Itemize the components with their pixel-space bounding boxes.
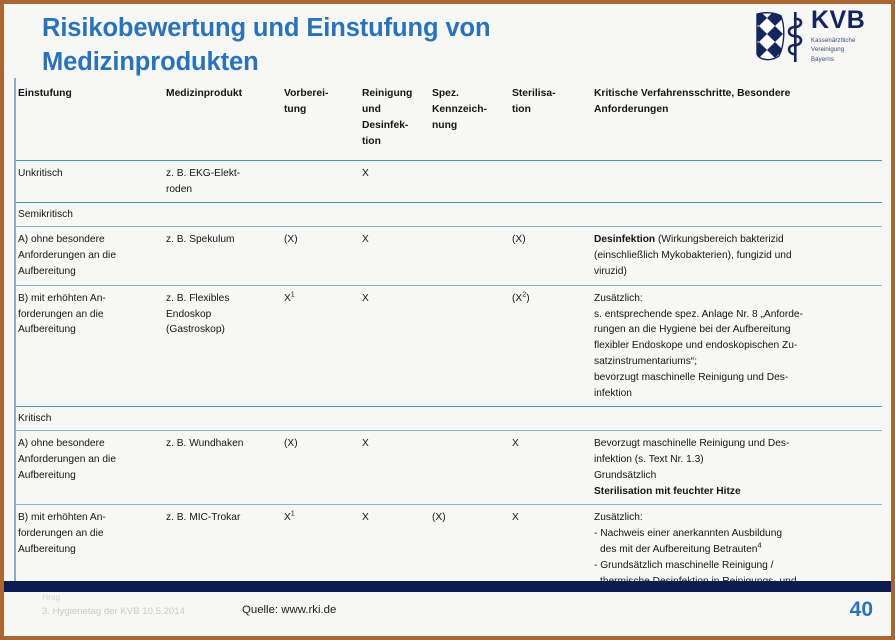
cell-medizinprodukt (162, 160, 280, 203)
col-header-kennzeichnung-line-1: Spez. (432, 88, 459, 99)
table-group-row-semikritisch (14, 203, 882, 227)
cell-kritische-line-7: infektion (594, 387, 632, 399)
col-header-sterilisation-line-1: Sterilisa- (512, 88, 556, 99)
col-header-spez-kennzeichnung (428, 78, 508, 160)
title-block (42, 12, 602, 80)
risk-classification-table-wrap (14, 78, 882, 595)
bavarian-shield-caduceus-icon (755, 10, 809, 69)
cell-einstufung-line-3: Aufbereitung (18, 324, 76, 336)
cell-kritische-line-1-rest: (Wirkungsbereich bakterizid (655, 234, 784, 246)
page-title: Risikobewertung und Einstufung von Medizinprodukten (42, 14, 491, 76)
footer-publisher-label: Hrsg (42, 592, 61, 602)
cell-kritische-verfahrensschritte (590, 285, 882, 407)
footer-event-label: 3. Hygienetag der KVB 10.5.2014 (42, 606, 185, 617)
cell-vorbereitung: (X) (284, 234, 298, 246)
cell-kritische-verfahrensschritte (590, 227, 882, 285)
col-header-kennzeichnung-line-2: Kennzeich- (432, 103, 487, 115)
logo-subtitle (811, 36, 865, 64)
col-header-reinigung-line-3: Desinfek- (362, 119, 409, 131)
cell-einstufung-line-1: A) ohne besondere (18, 234, 105, 246)
cell-medizinprodukt-line-1: z. B. Flexibles (166, 292, 230, 304)
cell-kritische-verfahrensschritte (590, 160, 882, 203)
col-header-kennzeichnung-line-3: nung (432, 119, 458, 131)
cell-medizinprodukt-line-2: Endoskop (166, 308, 212, 320)
cell-vorbereitung (280, 285, 358, 407)
table-row-kritisch-a (14, 431, 882, 505)
col-header-medizinprodukt (162, 78, 280, 160)
cell-sterilisation-post: ) (526, 292, 530, 304)
cell-sterilisation (508, 285, 590, 407)
cell-reinigung-desinfektion: X (358, 160, 428, 203)
col-header-einstufung (14, 78, 162, 160)
cell-sterilisation: X (508, 505, 590, 595)
cell-spez-kennzeichnung (428, 227, 508, 285)
table-head (14, 78, 882, 160)
cell-spez-kennzeichnung (428, 431, 508, 505)
kvb-logo (755, 8, 877, 66)
footer-source-label: Quelle: www.rki.de (242, 604, 337, 616)
logo-subtitle-line-1: Kassenärztliche (811, 37, 856, 44)
cell-einstufung-line-1: A) ohne besondere (18, 438, 105, 450)
cell-vorbereitung-footnote: 1 (290, 509, 295, 519)
group-label-kritisch: Kritisch (14, 407, 882, 431)
cell-medizinprodukt-line-2: roden (166, 183, 193, 195)
cell-vorbereitung-base: X (284, 292, 291, 304)
logo-subtitle-line-3: Bayerns (811, 55, 835, 63)
cell-einstufung-line-2: Anforderungen an die (18, 250, 116, 262)
cell-kritische-line-3: rungen an die Hygiene bei der Aufbereitung (594, 324, 791, 336)
cell-spez-kennzeichnung (428, 160, 508, 203)
cell-einstufung-line-1: B) mit erhöhten An- (18, 292, 106, 304)
cell-medizinprodukt-line-1: z. B. EKG-Elekt- (166, 167, 241, 179)
col-header-reinigung-line-1: Reinigung (362, 88, 413, 99)
cell-medizinprodukt-line-3: (Gastroskop) (166, 324, 225, 336)
cell-sterilisation-footnote: 2 (522, 289, 527, 299)
col-header-kritische-verfahrensschritte (590, 78, 882, 160)
cell-medizinprodukt: z. B. Wundhaken (166, 438, 244, 450)
cell-kritische-line-1: Zusätzlich: (594, 512, 643, 524)
cell-kritische-line-2: - Nachweis einer anerkannten Ausbildung (594, 528, 783, 540)
cell-reinigung-desinfektion: X (362, 438, 369, 450)
cell-sterilisation (508, 160, 590, 203)
col-header-einstufung-text: Einstufung (18, 88, 72, 99)
cell-vorbereitung-footnote: 1 (290, 289, 295, 299)
col-header-reinigung-line-4: tion (362, 135, 381, 147)
cell-kritische-line-3: Grundsätzlich (594, 469, 657, 481)
cell-kritische-line-2: infektion (s. Text Nr. 1.3) (594, 454, 704, 465)
cell-kritische-line-2: (einschließlich Mykobakterien), fungizid und (594, 250, 792, 262)
slide-footer (4, 592, 891, 636)
cell-einstufung: Unkritisch (14, 160, 162, 203)
table-body (14, 160, 882, 594)
cell-einstufung-line-3: Aufbereitung (18, 469, 76, 481)
table-group-row-kritisch (14, 407, 882, 431)
cell-kritische-line-5: satzinstrumentariums“; (594, 355, 698, 367)
cell-sterilisation-pre: (X (512, 292, 523, 304)
cell-kritische-line-1: Bevorzugt maschinelle Reinigung und Des- (594, 438, 790, 450)
cell-spez-kennzeichnung: (X) (428, 505, 508, 595)
cell-einstufung-line-2: Anforderungen an die (18, 454, 116, 465)
cell-einstufung-line-1: B) mit erhöhten An- (18, 512, 106, 524)
cell-kritische-line-3-text: des mit der Aufbereitung Betrauten (600, 544, 758, 556)
cell-vorbereitung: (X) (284, 438, 298, 450)
table-row-unkritisch (14, 160, 882, 203)
logo-text (811, 8, 865, 64)
cell-kritische-line-6: bevorzugt maschinelle Reinigung und Des- (594, 371, 789, 383)
cell-einstufung (14, 227, 162, 285)
cell-kritische-line-2: s. entsprechende spez. Anlage Nr. 8 „Anforde- (594, 308, 803, 320)
cell-einstufung (14, 285, 162, 407)
logo-subtitle-line-2: Vereinigung (811, 46, 845, 54)
cell-kritische-line-4: Sterilisation mit feuchter Hitze (594, 485, 741, 497)
cell-kritische-line-3 (594, 542, 878, 558)
col-header-reinigung-line-2: und (362, 103, 381, 115)
cell-medizinprodukt (162, 285, 280, 407)
logo-wordmark: KVB (811, 6, 866, 34)
cell-kritische-line-3-footnote: 4 (757, 540, 762, 550)
col-header-vorbereitung (280, 78, 358, 160)
cell-einstufung-line-2: forderungen an die (18, 308, 104, 320)
cell-medizinprodukt: z. B. MIC-Trokar (162, 505, 280, 595)
col-header-reinigung-desinfektion (358, 78, 428, 160)
col-header-kritische-line-2: Anforderungen (594, 103, 669, 115)
cell-kritische-line-4: flexibler Endoskope und endoskopischen Zu- (594, 340, 798, 352)
cell-sterilisation: X (512, 438, 519, 450)
risk-classification-table (14, 78, 882, 595)
page-number: 40 (849, 598, 873, 621)
cell-spez-kennzeichnung (428, 285, 508, 407)
table-header-row (14, 78, 882, 160)
col-header-vorbereitung-line-1: Vorberei- (284, 88, 329, 99)
col-header-sterilisation (508, 78, 590, 160)
cell-einstufung (14, 431, 162, 505)
cell-einstufung-line-3: Aufbereitung (18, 544, 76, 556)
cell-reinigung-desinfektion: X (358, 505, 428, 595)
cell-sterilisation: (X) (512, 234, 526, 246)
cell-kritische-line-3: viruzid) (594, 265, 627, 277)
col-header-kritische-line-1: Kritische Verfahrensschritte, Besondere (594, 88, 791, 99)
col-header-sterilisation-line-2: tion (512, 103, 531, 115)
group-label-semikritisch: Semikritisch (14, 203, 882, 227)
col-header-medizinprodukt-text: Medizinprodukt (166, 88, 243, 99)
cell-kritische-line-4: - Grundsätzlich maschinelle Reinigung / (594, 559, 774, 571)
cell-kritische-line-1: Zusätzlich: (594, 292, 643, 304)
footer-divider-band (4, 581, 891, 592)
cell-kritische-verfahrensschritte (590, 431, 882, 505)
cell-vorbereitung (280, 160, 358, 203)
table-row-semikritisch-a (14, 227, 882, 285)
cell-vorbereitung-base: X (284, 512, 291, 524)
cell-reinigung-desinfektion: X (358, 285, 428, 407)
cell-kritische-strong: Desinfektion (594, 234, 656, 246)
col-header-vorbereitung-line-2: tung (284, 103, 307, 115)
cell-einstufung-line-2: forderungen an die (18, 528, 104, 540)
cell-kritische-line-1 (594, 232, 878, 248)
cell-einstufung-line-3: Aufbereitung (18, 265, 76, 277)
cell-reinigung-desinfektion: X (362, 234, 369, 246)
table-row-semikritisch-b (14, 285, 882, 407)
cell-medizinprodukt: z. B. Spekulum (166, 234, 235, 246)
